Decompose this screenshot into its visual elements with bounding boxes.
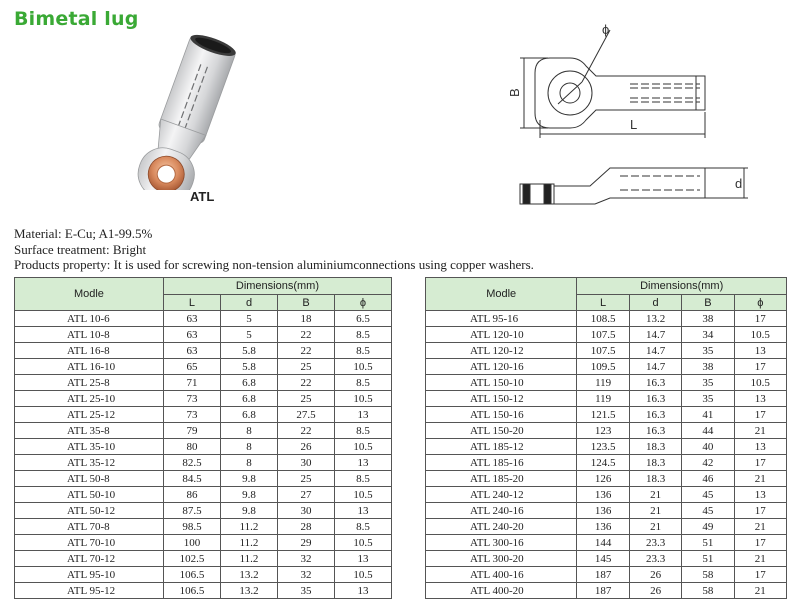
b-cell: 35: [682, 391, 734, 407]
phi-cell: 13: [334, 583, 391, 599]
phi-cell: 10.5: [334, 535, 391, 551]
l-cell: 119: [577, 375, 630, 391]
b-cell: 51: [682, 535, 734, 551]
product-label: ATL: [190, 189, 215, 204]
l-cell: 71: [163, 375, 220, 391]
b-cell: 46: [682, 471, 734, 487]
b-label: B: [507, 88, 522, 97]
l-cell: 108.5: [577, 311, 630, 327]
model-cell: ATL 150-12: [426, 391, 577, 407]
d-cell: 11.2: [221, 535, 278, 551]
b-cell: 29: [278, 535, 335, 551]
l-cell: 100: [163, 535, 220, 551]
b-cell: 28: [278, 519, 335, 535]
b-cell: 58: [682, 583, 734, 599]
b-cell: 35: [682, 343, 734, 359]
d-cell: 16.3: [629, 375, 681, 391]
d-header: d: [629, 295, 681, 311]
table-row: [426, 423, 787, 439]
phi-cell: 13: [734, 343, 786, 359]
d-cell: 21: [629, 503, 681, 519]
phi-cell: 21: [734, 423, 786, 439]
d-cell: 8: [221, 455, 278, 471]
model-cell: ATL 70-12: [15, 551, 164, 567]
model-cell: ATL 240-16: [426, 503, 577, 519]
d-cell: 16.3: [629, 391, 681, 407]
model-cell: ATL 50-10: [15, 487, 164, 503]
table-row: [426, 519, 787, 535]
table-row: [426, 327, 787, 343]
phi-cell: 13: [334, 455, 391, 471]
b-header: B: [278, 295, 335, 311]
phi-cell: 17: [734, 455, 786, 471]
model-cell: ATL 240-12: [426, 487, 577, 503]
b-cell: 25: [278, 471, 335, 487]
b-cell: 34: [682, 327, 734, 343]
table-row: [15, 583, 392, 599]
phi-cell: 13: [334, 503, 391, 519]
l-cell: 123: [577, 423, 630, 439]
l-cell: 145: [577, 551, 630, 567]
table-row: [426, 455, 787, 471]
d-cell: 8: [221, 423, 278, 439]
d-cell: 13.2: [221, 583, 278, 599]
phi-cell: 13: [334, 407, 391, 423]
model-cell: ATL 120-12: [426, 343, 577, 359]
model-cell: ATL 150-16: [426, 407, 577, 423]
phi-cell: 13: [734, 391, 786, 407]
side-view-drawing: [500, 150, 760, 220]
b-cell: 27.5: [278, 407, 335, 423]
b-cell: 32: [278, 551, 335, 567]
d-cell: 13.2: [221, 567, 278, 583]
phi-header: ϕ: [334, 295, 391, 311]
model-cell: ATL 16-10: [15, 359, 164, 375]
table-row: [426, 567, 787, 583]
model-cell: ATL 10-6: [15, 311, 164, 327]
d-cell: 5: [221, 327, 278, 343]
phi-cell: 8.5: [334, 519, 391, 535]
phi-cell: 10.5: [734, 375, 786, 391]
d-cell: 6.8: [221, 391, 278, 407]
table-row: [15, 535, 392, 551]
d-cell: 11.2: [221, 551, 278, 567]
d-cell: 23.3: [629, 535, 681, 551]
b-header: B: [682, 295, 734, 311]
phi-cell: 10.5: [334, 391, 391, 407]
b-cell: 22: [278, 327, 335, 343]
surface-text: Surface treatment: Bright: [14, 241, 147, 257]
phi-cell: 21: [734, 471, 786, 487]
phi-cell: 8.5: [334, 343, 391, 359]
l-cell: 65: [163, 359, 220, 375]
phi-cell: 10.5: [334, 487, 391, 503]
d-cell: 5.8: [221, 359, 278, 375]
model-cell: ATL 95-12: [15, 583, 164, 599]
table-row: [426, 583, 787, 599]
b-cell: 22: [278, 343, 335, 359]
table-row: [426, 551, 787, 567]
model-cell: ATL 150-10: [426, 375, 577, 391]
l-cell: 87.5: [163, 503, 220, 519]
model-cell: ATL 35-10: [15, 439, 164, 455]
table-row: [15, 375, 392, 391]
phi-cell: 17: [734, 311, 786, 327]
d-cell: 26: [629, 567, 681, 583]
dimensions-header: Dimensions(mm): [163, 278, 391, 295]
d-cell: 6.8: [221, 407, 278, 423]
table-row: [15, 439, 392, 455]
phi-header: ϕ: [734, 295, 786, 311]
table-row: [15, 359, 392, 375]
spec-table-right: [425, 277, 787, 599]
table-row: [426, 535, 787, 551]
phi-cell: 13: [734, 487, 786, 503]
l-label: L: [630, 117, 638, 132]
model-cell: ATL 95-16: [426, 311, 577, 327]
b-cell: 40: [682, 439, 734, 455]
product-photo: [60, 30, 270, 190]
b-cell: 44: [682, 423, 734, 439]
b-cell: 38: [682, 311, 734, 327]
l-cell: 107.5: [577, 343, 630, 359]
d-cell: 18.3: [629, 471, 681, 487]
l-cell: 107.5: [577, 327, 630, 343]
l-header: L: [577, 295, 630, 311]
phi-cell: 21: [734, 519, 786, 535]
model-cell: ATL 10-8: [15, 327, 164, 343]
table-row: [426, 471, 787, 487]
table-row: [15, 567, 392, 583]
phi-cell: 10.5: [734, 327, 786, 343]
b-cell: 38: [682, 359, 734, 375]
d-cell: 9.8: [221, 503, 278, 519]
d-cell: 18.3: [629, 439, 681, 455]
l-cell: 106.5: [163, 567, 220, 583]
l-cell: 86: [163, 487, 220, 503]
b-cell: 45: [682, 487, 734, 503]
b-cell: 18: [278, 311, 335, 327]
phi-cell: 17: [734, 407, 786, 423]
d-header: d: [221, 295, 278, 311]
model-cell: ATL 25-8: [15, 375, 164, 391]
table-row: [15, 519, 392, 535]
top-view-drawing: [500, 20, 760, 145]
table-row: [15, 503, 392, 519]
d-cell: 14.7: [629, 359, 681, 375]
model-cell: ATL 120-16: [426, 359, 577, 375]
l-cell: 136: [577, 503, 630, 519]
model-cell: ATL 300-16: [426, 535, 577, 551]
model-cell: ATL 185-12: [426, 439, 577, 455]
d-cell: 14.7: [629, 327, 681, 343]
table-row: [15, 471, 392, 487]
model-cell: ATL 50-8: [15, 471, 164, 487]
d-cell: 18.3: [629, 455, 681, 471]
b-cell: 32: [278, 567, 335, 583]
table-row: [426, 439, 787, 455]
b-cell: 45: [682, 503, 734, 519]
spec-table-left: [14, 277, 392, 599]
d-cell: 21: [629, 519, 681, 535]
phi-cell: 8.5: [334, 471, 391, 487]
dimensions-header: Dimensions(mm): [577, 278, 787, 295]
d-cell: 9.8: [221, 471, 278, 487]
phi-cell: 21: [734, 583, 786, 599]
model-header: Modle: [15, 278, 164, 311]
table-row: [426, 359, 787, 375]
d-label: d: [735, 176, 743, 191]
l-cell: 63: [163, 311, 220, 327]
product-info: [14, 226, 534, 273]
table-row: [426, 503, 787, 519]
d-cell: 11.2: [221, 519, 278, 535]
table-row: [15, 407, 392, 423]
model-cell: ATL 185-20: [426, 471, 577, 487]
b-cell: 25: [278, 359, 335, 375]
phi-cell: 10.5: [334, 439, 391, 455]
l-cell: 187: [577, 583, 630, 599]
l-cell: 98.5: [163, 519, 220, 535]
model-cell: ATL 300-20: [426, 551, 577, 567]
table-row: [426, 487, 787, 503]
phi-cell: 21: [734, 551, 786, 567]
d-cell: 9.8: [221, 487, 278, 503]
d-cell: 13.2: [629, 311, 681, 327]
l-cell: 63: [163, 327, 220, 343]
phi-cell: 8.5: [334, 375, 391, 391]
l-cell: 109.5: [577, 359, 630, 375]
phi-cell: 10.5: [334, 359, 391, 375]
l-cell: 124.5: [577, 455, 630, 471]
model-cell: ATL 95-10: [15, 567, 164, 583]
table-row: [426, 343, 787, 359]
d-cell: 14.7: [629, 343, 681, 359]
l-cell: 80: [163, 439, 220, 455]
l-cell: 84.5: [163, 471, 220, 487]
phi-cell: 8.5: [334, 327, 391, 343]
model-cell: ATL 70-8: [15, 519, 164, 535]
l-cell: 121.5: [577, 407, 630, 423]
b-cell: 27: [278, 487, 335, 503]
l-cell: 136: [577, 487, 630, 503]
phi-cell: 6.5: [334, 311, 391, 327]
table-row: [15, 551, 392, 567]
l-cell: 63: [163, 343, 220, 359]
model-cell: ATL 35-8: [15, 423, 164, 439]
phi-cell: 13: [334, 551, 391, 567]
model-header: Modle: [426, 278, 577, 311]
l-cell: 123.5: [577, 439, 630, 455]
b-cell: 25: [278, 391, 335, 407]
l-cell: 136: [577, 519, 630, 535]
b-cell: 49: [682, 519, 734, 535]
table-row: [15, 487, 392, 503]
model-cell: ATL 120-10: [426, 327, 577, 343]
l-cell: 82.5: [163, 455, 220, 471]
model-cell: ATL 25-10: [15, 391, 164, 407]
l-cell: 73: [163, 391, 220, 407]
table-row: [426, 391, 787, 407]
l-cell: 119: [577, 391, 630, 407]
d-cell: 5: [221, 311, 278, 327]
l-header: L: [163, 295, 220, 311]
table-row: [15, 343, 392, 359]
model-cell: ATL 185-16: [426, 455, 577, 471]
model-cell: ATL 35-12: [15, 455, 164, 471]
table-row: [15, 311, 392, 327]
model-cell: ATL 16-8: [15, 343, 164, 359]
table-row: [15, 423, 392, 439]
b-cell: 35: [278, 583, 335, 599]
table-row: [426, 407, 787, 423]
d-cell: 5.8: [221, 343, 278, 359]
b-cell: 51: [682, 551, 734, 567]
model-cell: ATL 400-20: [426, 583, 577, 599]
table-row: [426, 375, 787, 391]
phi-cell: 13: [734, 439, 786, 455]
b-cell: 58: [682, 567, 734, 583]
phi-cell: 10.5: [334, 567, 391, 583]
model-cell: ATL 70-10: [15, 535, 164, 551]
l-cell: 187: [577, 567, 630, 583]
property-text: Products property: It is used for screwing non-tension aluminiumconnections using copper washers.: [14, 257, 534, 272]
b-cell: 30: [278, 455, 335, 471]
table-row: [15, 391, 392, 407]
b-cell: 41: [682, 407, 734, 423]
d-cell: 23.3: [629, 551, 681, 567]
b-cell: 22: [278, 375, 335, 391]
phi-cell: 17: [734, 503, 786, 519]
b-cell: 22: [278, 423, 335, 439]
l-cell: 126: [577, 471, 630, 487]
d-cell: 16.3: [629, 423, 681, 439]
d-cell: 8: [221, 439, 278, 455]
phi-cell: 17: [734, 567, 786, 583]
phi-cell: 17: [734, 359, 786, 375]
b-cell: 26: [278, 439, 335, 455]
phi-cell: 8.5: [334, 423, 391, 439]
d-cell: 26: [629, 583, 681, 599]
d-cell: 6.8: [221, 375, 278, 391]
table-row: [15, 327, 392, 343]
table-row: [15, 455, 392, 471]
model-cell: ATL 50-12: [15, 503, 164, 519]
l-cell: 144: [577, 535, 630, 551]
model-cell: ATL 150-20: [426, 423, 577, 439]
b-cell: 30: [278, 503, 335, 519]
material-text: Material: E-Cu; A1-99.5%: [14, 226, 153, 241]
model-cell: ATL 240-20: [426, 519, 577, 535]
l-cell: 73: [163, 407, 220, 423]
phi-cell: 17: [734, 535, 786, 551]
table-row: [426, 311, 787, 327]
l-cell: 102.5: [163, 551, 220, 567]
b-cell: 35: [682, 375, 734, 391]
d-cell: 16.3: [629, 407, 681, 423]
model-cell: ATL 400-16: [426, 567, 577, 583]
model-cell: ATL 25-12: [15, 407, 164, 423]
phi-label: ϕ: [602, 22, 610, 37]
l-cell: 79: [163, 423, 220, 439]
b-cell: 42: [682, 455, 734, 471]
l-cell: 106.5: [163, 583, 220, 599]
d-cell: 21: [629, 487, 681, 503]
page-title: Bimetal lug: [14, 8, 139, 30]
